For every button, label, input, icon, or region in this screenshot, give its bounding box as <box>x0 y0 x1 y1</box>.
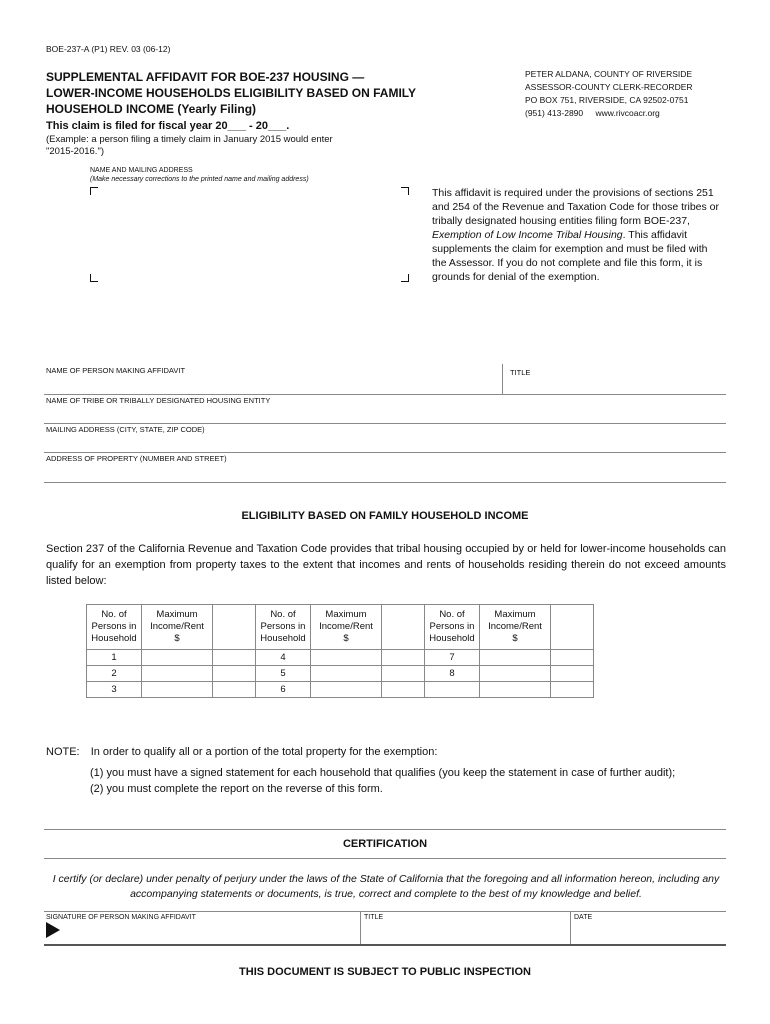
col-income-label: Maximum Income/Rent <box>319 609 373 632</box>
mailing-box-heading <box>90 166 309 184</box>
assessor-phone: (951) 413-2890 <box>525 108 584 118</box>
requirement-paragraph <box>432 186 724 284</box>
certification-heading: CERTIFICATION <box>342 838 428 850</box>
fiscal-year-example: (Example: a person filing a timely claim in January 2015 would enter "2015-2016.") <box>46 134 333 157</box>
persons-cell: 3 <box>87 682 142 698</box>
field-name-person[interactable] <box>44 364 726 395</box>
signature-divider <box>570 912 571 945</box>
assessor-website: www.rivcoacr.org <box>595 108 660 118</box>
mailing-box-title: NAME AND MAILING ADDRESS <box>90 167 193 174</box>
col-persons-3: No. of Persons in Household <box>425 605 480 650</box>
field-tribe-label: NAME OF TRIBE OR TRIBALLY DESIGNATED HOUSING ENTITY <box>46 396 271 405</box>
income-input[interactable] <box>551 650 594 666</box>
assessor-office: ASSESSOR-COUNTY CLERK-RECORDER <box>525 82 693 92</box>
income-input[interactable] <box>311 682 382 698</box>
certification-text: I certify (or declare) under penalty of perjury under the laws of the State of California that the foregoing and all information hereon, including any accompanying statements or documents, is true, correct and complete to the best of my knowledge and belief. <box>52 873 720 900</box>
form-number: BOE-237-A (P1) REV. 03 (06-12) <box>46 44 171 54</box>
persons-cell: 4 <box>256 650 311 666</box>
mailing-box-corner-tl <box>90 187 98 195</box>
persons-cell: 7 <box>425 650 480 666</box>
assessor-name: PETER ALDANA, COUNTY OF RIVERSIDE <box>525 69 693 79</box>
note-item-2: (2) you must complete the report on the reverse of this form. <box>90 783 383 795</box>
col-cents-2 <box>382 605 425 650</box>
dollar-sign: $ <box>343 633 349 644</box>
assessor-contact <box>525 107 693 120</box>
income-input[interactable] <box>382 682 425 698</box>
table-row <box>87 650 594 666</box>
income-input[interactable] <box>213 650 256 666</box>
col-income-label: Maximum Income/Rent <box>150 609 204 632</box>
col-cents-1 <box>213 605 256 650</box>
field-mailing-address[interactable] <box>44 423 726 453</box>
col-income-2 <box>311 605 382 650</box>
signature-underline <box>44 944 726 946</box>
mailing-box-corner-tr <box>401 187 409 195</box>
persons-cell: 5 <box>256 666 311 682</box>
sign-here-arrow-icon <box>46 922 60 938</box>
eligibility-heading: ELIGIBILITY BASED ON FAMILY HOUSEHOLD INCOME <box>241 510 529 522</box>
field-property-address[interactable] <box>44 452 726 483</box>
dollar-sign: $ <box>512 633 518 644</box>
income-input[interactable] <box>480 650 551 666</box>
dollar-sign: $ <box>174 633 180 644</box>
mailing-box-corner-br <box>401 274 409 282</box>
note-label: NOTE: <box>46 746 80 758</box>
col-income-3 <box>480 605 551 650</box>
note-block <box>46 744 437 760</box>
note-intro: In order to qualify all or a portion of the total property for the exemption: <box>90 746 438 758</box>
income-input[interactable] <box>311 666 382 682</box>
assessor-address: PO BOX 751, RIVERSIDE, CA 92502-0751 <box>525 95 689 105</box>
income-input[interactable] <box>142 650 213 666</box>
income-input[interactable] <box>382 650 425 666</box>
income-input[interactable] <box>480 682 551 698</box>
note-item-1: (1) you must have a signed statement for each household that qualifies (you keep the statement in case of further audit); <box>90 767 676 779</box>
table-row <box>87 682 594 698</box>
income-input[interactable] <box>142 666 213 682</box>
field-tribe[interactable] <box>44 394 726 424</box>
table-row <box>87 666 594 682</box>
income-input[interactable] <box>311 650 382 666</box>
col-income-label: Maximum Income/Rent <box>488 609 542 632</box>
mailing-box-subtitle: (Make necessary corrections to the printed name and mailing address) <box>90 176 309 183</box>
income-input[interactable] <box>142 682 213 698</box>
income-table-header <box>87 605 594 650</box>
fiscal-year-line[interactable]: This claim is filed for fiscal year 20___ - 20___. <box>46 120 290 132</box>
public-inspection-notice: THIS DOCUMENT IS SUBJECT TO PUBLIC INSPECTION <box>239 966 531 978</box>
signature-date-label: DATE <box>574 914 593 921</box>
income-table <box>86 604 594 698</box>
col-cents-3 <box>551 605 594 650</box>
persons-cell: 6 <box>256 682 311 698</box>
form-title: SUPPLEMENTAL AFFIDAVIT FOR BOE-237 HOUSING — LOWER-INCOME HOUSEHOLDS ELIGIBILITY BASED ON FAMILY HOUSEHOLD INCOME (Yearly Filing) <box>46 70 416 116</box>
col-income-1 <box>142 605 213 650</box>
persons-cell: 8 <box>425 666 480 682</box>
eligibility-intro: Section 237 of the California Revenue and Taxation Code provides that tribal housing occupied by or held for lower-income households can qualify for an exemption from property taxes to the extent that incomes and rents of households residing therein do not exceed amounts listed below: <box>46 543 726 587</box>
signature-label: SIGNATURE OF PERSON MAKING AFFIDAVIT <box>46 914 196 921</box>
signature-field[interactable] <box>66 922 356 942</box>
persons-cell: 1 <box>87 650 142 666</box>
income-input[interactable] <box>480 666 551 682</box>
income-input[interactable] <box>213 666 256 682</box>
section-divider <box>44 829 726 830</box>
requirement-text-2: . This affidavit supplements the claim for exemption and must be filed with the Assessor. If you do not complete and file this form, it is grounds for denial of the exemption. <box>432 229 708 283</box>
field-divider <box>502 364 503 394</box>
col-persons-2: No. of Persons in Household <box>256 605 311 650</box>
income-input[interactable] <box>551 666 594 682</box>
income-input[interactable] <box>213 682 256 698</box>
title-field[interactable] <box>362 922 566 942</box>
field-title-label: TITLE <box>510 368 531 377</box>
income-input[interactable] <box>382 666 425 682</box>
field-mailing-label: MAILING ADDRESS (CITY, STATE, ZIP CODE) <box>46 425 205 434</box>
section-divider <box>44 858 726 859</box>
persons-cell: 2 <box>87 666 142 682</box>
field-property-label: ADDRESS OF PROPERTY (NUMBER AND STREET) <box>46 454 227 463</box>
signature-divider <box>360 912 361 945</box>
persons-cell <box>425 682 480 698</box>
assessor-block <box>525 68 693 120</box>
mailing-box-corner-bl <box>90 274 98 282</box>
requirement-text-1: This affidavit is required under the provisions of sections 251 and 254 of the Revenue and Taxation Code for those tribes or tribally designated housing entities filing form BOE-237, <box>432 187 720 227</box>
field-name-person-label: NAME OF PERSON MAKING AFFIDAVIT <box>46 366 186 375</box>
date-field[interactable] <box>572 922 722 942</box>
note-items <box>90 765 675 797</box>
signature-title-label: TITLE <box>364 914 384 921</box>
col-persons-1: No. of Persons in Household <box>87 605 142 650</box>
income-input[interactable] <box>551 682 594 698</box>
requirement-form-name: Exemption of Low Income Tribal Housing <box>432 229 623 241</box>
